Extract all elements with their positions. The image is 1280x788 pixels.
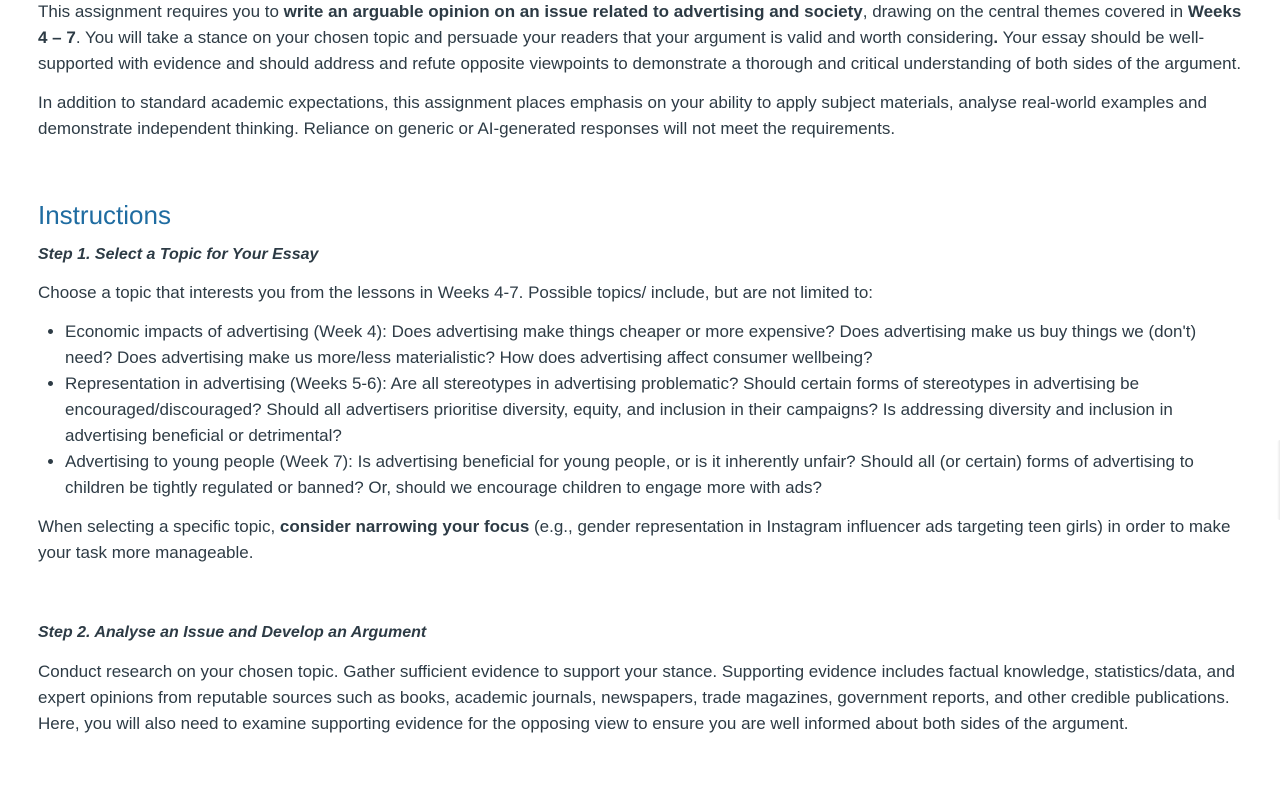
instructions-heading: Instructions (38, 200, 171, 230)
step2-heading: Step 2. Analyse an Issue and Develop an Argument (38, 624, 427, 641)
intro-text-4: Your essay should be well-supported with evidence and should address and refute opposite viewpoints to demonstrate a thorough and critical understanding of both sides of the argument. (38, 28, 1242, 73)
step1-intro-paragraph: Choose a topic that interests you from the lessons in Weeks 4-7. Possible topics/ include, but are not limited to: (38, 283, 874, 302)
assignment-content (38, 0, 1248, 737)
intro-bold-opinion: write an arguable opinion on an issue related to advertising and society (283, 2, 863, 21)
list-item-representation: • Representation in advertising (Weeks 5-6): Are all stereotypes in advertising problematic? Should certain forms of stereotypes in advertising be encouraged/discouraged? Should all advertisers prioritise diversity, equity, and inclusion in their campaigns? Is addressing diversity and inclusion in advertising beneficial or detrimental? (65, 371, 1248, 449)
additional-expectations-paragraph: In addition to standard academic expectations, this assignment places emphasis on your ability to apply subject materials, analyse real-world examples and demonstrate independent thinking. Reliance on generic or AI-generated responses will not meet the requirements. (38, 93, 1207, 138)
narrowing-focus-paragraph (38, 514, 1248, 566)
narrowing-text-1: When selecting a specific topic, (38, 517, 280, 536)
intro-bold-weeks: Weeks 4 – 7 (38, 2, 1242, 47)
intro-text-1: This assignment requires you to (38, 2, 284, 21)
narrowing-text-2: (e.g., gender representation in Instagram influencer ads targeting teen girls) in order to make your task more manageable. (38, 517, 1231, 562)
list-item-economic-impacts: • Economic impacts of advertising (Week 4): Does advertising make things cheaper or more expensive? Does advertising make us buy things we (don't) need? Does advertising make us more/less materialistic? How does advertising affect consumer wellbeing? (65, 319, 1248, 371)
step1-heading: Step 1. Select a Topic for Your Essay (38, 246, 319, 263)
narrowing-bold: consider narrowing your focus (279, 517, 530, 536)
topic-list (38, 319, 1248, 501)
intro-bold-period: . (993, 28, 999, 47)
intro-paragraph (38, 0, 1248, 77)
intro-text-3: . You will take a stance on your chosen topic and persuade your readers that your argument is valid and worth considering (75, 28, 994, 47)
list-item-young-people: • Advertising to young people (Week 7): Is advertising beneficial for young people, or is it inherently unfair? Should all (or certain) forms of advertising to children be tightly regulated or banned? Or, should we encourage children to engage more with ads? (65, 449, 1248, 501)
intro-text-2: , drawing on the central themes covered in (862, 2, 1188, 21)
step2-body-paragraph: Conduct research on your chosen topic. Gather sufficient evidence to support your stance. Supporting evidence includes factual knowledge, statistics/data, and expert opinions from reputable sources such as books, academic journals, newspapers, trade magazines, government reports, and other credible publications. Here, you will also need to examine supporting evidence for the opposing view to ensure you are well informed about both sides of the argument. (38, 662, 1236, 733)
